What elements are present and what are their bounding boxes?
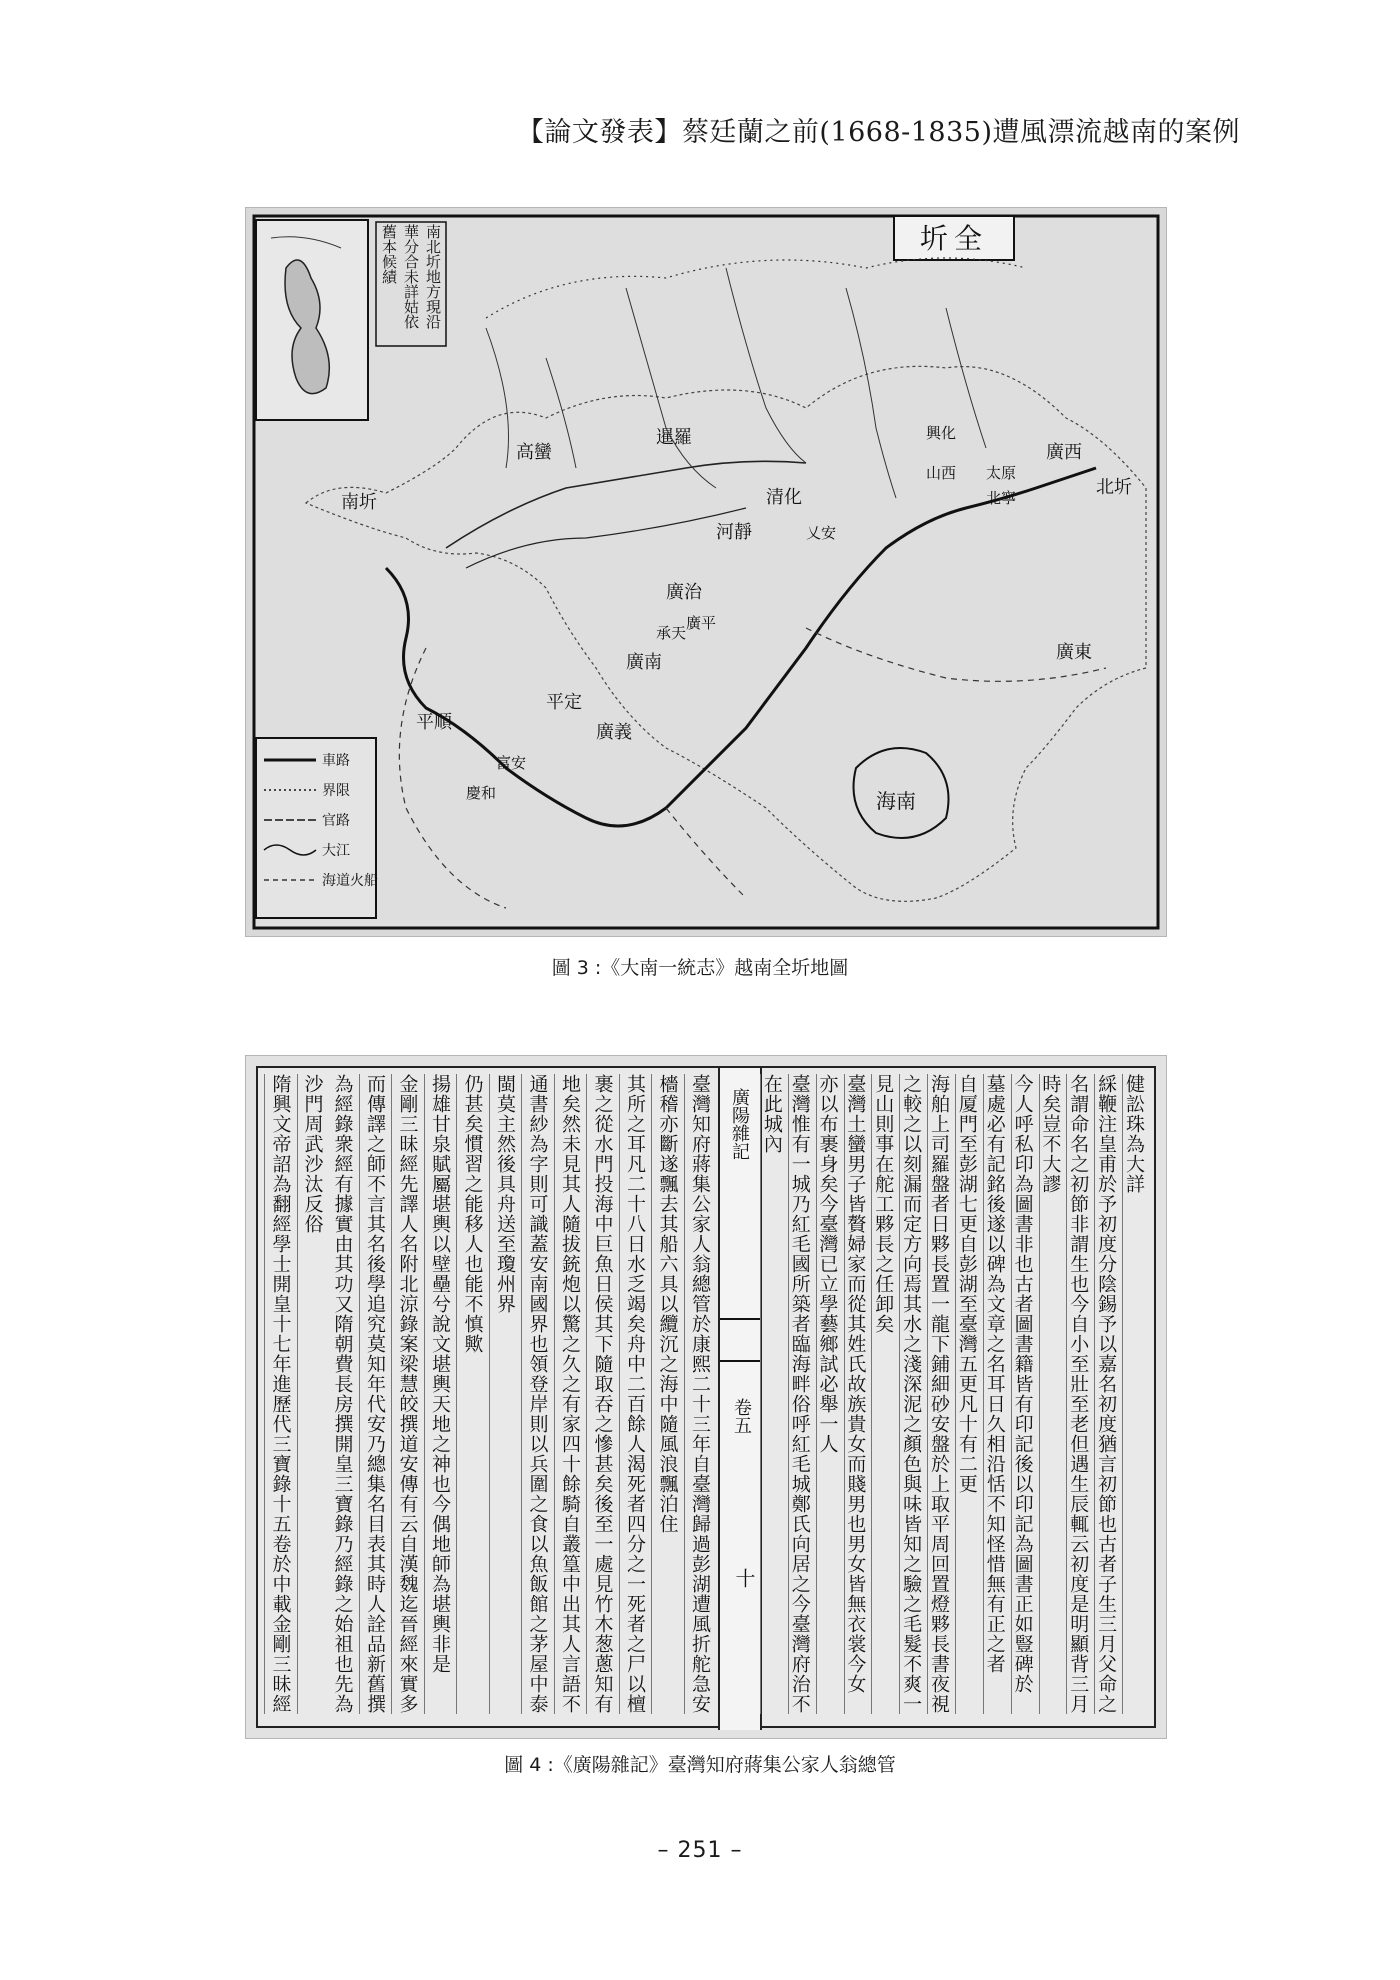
- figure-4-caption: 圖 4 :《廣陽雜記》臺灣知府蔣集公家人翁總管: [504, 1754, 896, 1776]
- map-title-box: 圻全: [919, 222, 989, 255]
- legend-boundary: 界限: [322, 783, 350, 799]
- right-page-text-column: 今人呼私印為圖書非也古者圖書籍皆有印記後以印記為圖書正如豎碑於: [1011, 1074, 1039, 1714]
- left-page-text-column: 檣稽亦斷遂飄去其船六具以纜沉之海中隨風浪飄泊住: [651, 1074, 684, 1714]
- left-page-text-column: 其所之耳凡二十八日水乏竭矣舟中二百餘人渴死者四分之一死者之尸以檀: [619, 1074, 652, 1714]
- figure-3-caption: 圖 3 :《大南一統志》越南全圻地圖: [551, 957, 849, 979]
- legend-river: 大江: [322, 843, 350, 859]
- place-pingding: 平定: [546, 692, 582, 713]
- place-qinghua: 清化: [766, 487, 802, 508]
- map-illustration: [246, 208, 1166, 936]
- page-number: – 251 –: [657, 1838, 743, 1863]
- left-page-text-column: 地矣然未見其人隨拔銃炮以驚之久之有家四十餘騎自叢篁中出其人言語不: [554, 1074, 587, 1714]
- place-guangzhi: 廣治: [666, 582, 702, 603]
- place-chenghai: 承天: [656, 624, 687, 642]
- place-xianluo: 暹羅: [656, 427, 692, 448]
- right-page-text-column: 臺灣惟有一城乃紅毛國所築者臨海畔俗呼紅毛城鄭氏向居之今臺灣府治不: [788, 1074, 816, 1714]
- left-page: [264, 1074, 716, 1724]
- place-guangyi: 廣義: [596, 722, 632, 743]
- place-guangnan: 廣南: [626, 652, 662, 673]
- map-note: 南北圻地方現沿華分合未詳姑依舊本候績: [380, 224, 442, 329]
- left-page-text-column: 隋興文帝詔為翻經學士開皇十七年進歷代三寶錄十五卷於中載金剛三昧經: [264, 1074, 297, 1714]
- right-page-text-column: 臺灣土蠻男子皆贅婦家而從其姓氏故族貴女而賤男也男女皆無衣裳今女: [844, 1074, 872, 1714]
- place-fuyan: 富安: [496, 754, 527, 772]
- legend-steamship-route: 海道火船: [322, 873, 378, 889]
- place-gaomian: 高蠻: [516, 442, 552, 463]
- place-xinghua: 興化: [926, 424, 957, 442]
- right-page-text-column: 名謂命名之初節非謂生也今自小至壯至老但遇生辰輒云初度是明顯背三月: [1066, 1074, 1094, 1714]
- left-page-text-column: 而傳譯之師不言其名後學追究莫知年代安乃總集名目表其時人詮品新舊撰: [359, 1074, 392, 1714]
- place-tainyuan: 太原: [986, 464, 1017, 482]
- left-page-text-column: 金剛三昧經先譯人名附北涼錄案梁慧皎撰道安傳有云自漢魏迄晉經來實多: [391, 1074, 424, 1714]
- center-volume: 卷五: [731, 1398, 752, 1434]
- running-header: 【論文發表】蔡廷蘭之前(1668-1835)遭風漂流越南的案例: [516, 117, 1240, 148]
- right-page-text-column: 見山則事在舵工夥長之任卸矣: [871, 1074, 899, 1714]
- place-guangxi: 廣西: [1046, 442, 1082, 463]
- book-spread: [256, 1066, 1156, 1728]
- fishtail-mark: [720, 1318, 760, 1362]
- book-gutter: [718, 1068, 762, 1730]
- place-beining: 北寧: [986, 489, 1017, 507]
- left-page-text-column: 為經錄衆經有據實由其功又隋朝費長房撰開皇三寶錄乃經錄之始祖也先為沙門周武沙汰反俗: [297, 1074, 359, 1714]
- right-page-text-column: 時矣豈不大謬: [1039, 1074, 1067, 1714]
- place-aian: 乂安: [806, 524, 837, 542]
- place-beiqi: 北圻: [1096, 477, 1132, 498]
- place-hejing: 河靜: [716, 522, 752, 543]
- map-legend: [256, 738, 376, 918]
- left-page-text-column: 揚雄甘泉賦屬堪輿以壁壘兮說文堪輿天地之神也今偶地師為堪輿非是: [424, 1074, 457, 1714]
- place-qinghe: 慶和: [466, 784, 497, 802]
- place-guangping: 廣平: [686, 614, 717, 632]
- left-page-text-column: 裹之從水門投海中巨魚日侯其下隨取吞之慘甚矣後至一處見竹木葱蔥知有: [586, 1074, 619, 1714]
- right-page-text-column: 亦以布裹身矣今臺灣已立學藝鄉試必舉一人: [816, 1074, 844, 1714]
- right-page-text-column: 自厦門至彭湖七更自彭湖至臺灣五更凡十有二更: [955, 1074, 983, 1714]
- right-page-text-column: 之較之以刻漏而定方向焉其水之淺深泥之顏色與味皆知之驗之毛髮不爽一: [899, 1074, 927, 1714]
- left-page-text-column: 臺灣知府蔣集公家人翁總管於康熙二十三年自臺灣歸過彭湖遭風折舵急安: [684, 1074, 717, 1714]
- left-page-text-column: 仍甚矣慣習之能移人也能不慎歟: [456, 1074, 489, 1714]
- figure-4-text-page: [245, 1055, 1167, 1739]
- right-page-text-column: 綵鞭注皇甫於予初度分陰錫予以嘉名初度猶言初節也古者子生三月父命之: [1094, 1074, 1122, 1714]
- left-page-text-column: 閩莫主然後具舟送至瓊州界: [489, 1074, 522, 1714]
- left-page-text-column: 通書紗為字則可識蓋安南國界也領登岸則以兵圍之食以魚飯館之茅屋中泰: [521, 1074, 554, 1714]
- place-hainan: 海南: [876, 789, 916, 813]
- right-page-text-column: 海舶上司羅盤者日夥長置一龍下鋪細砂安盤於上取平周回置燈夥長書夜視: [927, 1074, 955, 1714]
- legend-road: 車路: [322, 753, 350, 769]
- legend-official-road: 官路: [322, 813, 350, 829]
- center-title: 廣陽雜記: [729, 1088, 750, 1160]
- place-guangdong: 廣東: [1056, 642, 1092, 663]
- place-shanxi: 山西: [926, 464, 957, 482]
- right-page-text-column: 健訟珠為大詳: [1122, 1074, 1150, 1714]
- figure-3-map: [245, 207, 1167, 937]
- place-pingshun: 平順: [416, 712, 452, 733]
- right-page-text-column: 墓處必有記銘後遂以碑為文章之名耳日久相沿恬不知怪惜無有正之者: [983, 1074, 1011, 1714]
- center-page-number: 十: [732, 1568, 756, 1588]
- place-nanqi: 南圻: [341, 492, 377, 513]
- right-page-text-column: 在此城內: [760, 1074, 788, 1714]
- right-page: [760, 1074, 1150, 1724]
